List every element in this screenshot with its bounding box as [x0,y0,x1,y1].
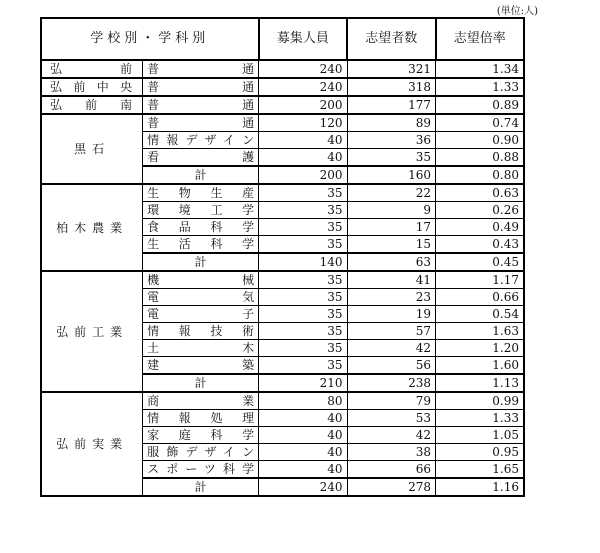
dept-name: 普通 [143,60,259,78]
table-row [41,60,524,78]
dept-name: 機械 [143,271,259,289]
total-ratio: 1.16 [436,478,525,496]
total-label: 計 [143,374,259,392]
table-body [41,60,524,496]
capacity-cell: 35 [259,219,347,236]
header-capacity: 募集人員 [259,18,347,60]
applicants-cell: 89 [347,114,435,132]
school-name: 弘前南 [41,96,143,114]
applicants-cell: 42 [347,427,435,444]
ratio-cell: 0.63 [436,184,525,202]
applicants-cell: 66 [347,461,435,479]
total-capacity: 140 [259,253,347,271]
capacity-cell: 35 [259,306,347,323]
ratio-cell: 1.63 [436,323,525,340]
applicants-cell: 36 [347,132,435,149]
capacity-cell: 35 [259,323,347,340]
applicants-cell: 19 [347,306,435,323]
capacity-cell: 35 [259,340,347,357]
applicants-cell: 15 [347,236,435,254]
ratio-cell: 1.65 [436,461,525,479]
ratio-cell: 1.05 [436,427,525,444]
dept-name: 電気 [143,289,259,306]
applicants-cell: 42 [347,340,435,357]
applicants-cell: 53 [347,410,435,427]
total-applicants: 278 [347,478,435,496]
dept-name: 普通 [143,114,259,132]
capacity-cell: 40 [259,427,347,444]
capacity-cell: 40 [259,149,347,167]
total-label: 計 [143,478,259,496]
school-name: 弘前実業 [41,392,143,496]
capacity-cell: 40 [259,132,347,149]
header-ratio: 志望倍率 [436,18,525,60]
table-row [41,78,524,96]
applicants-cell: 23 [347,289,435,306]
dept-name: 生活科学 [143,236,259,254]
applicants-cell: 17 [347,219,435,236]
ratio-cell: 0.54 [436,306,525,323]
total-label: 計 [143,166,259,184]
applicants-cell: 35 [347,149,435,167]
ratio-cell: 0.99 [436,392,525,410]
capacity-cell: 200 [259,96,347,114]
header-row [41,18,524,60]
total-ratio: 1.13 [436,374,525,392]
school-name: 弘前工業 [41,271,143,392]
applicants-cell: 321 [347,60,435,78]
applicants-cell: 57 [347,323,435,340]
capacity-cell: 35 [259,271,347,289]
school-name: 黒石 [41,114,143,184]
capacity-cell: 35 [259,357,347,375]
applicants-cell: 318 [347,78,435,96]
table-row [41,96,524,114]
header-school: 学校別・学科別 [41,18,259,60]
school-name: 弘前中央 [41,78,143,96]
applicants-table [40,17,525,497]
capacity-cell: 240 [259,60,347,78]
dept-name: 服飾デザイン [143,444,259,461]
ratio-cell: 0.49 [436,219,525,236]
school-name: 柏木農業 [41,184,143,271]
ratio-cell: 1.60 [436,357,525,375]
capacity-cell: 120 [259,114,347,132]
capacity-cell: 80 [259,392,347,410]
dept-name: 看護 [143,149,259,167]
capacity-cell: 35 [259,184,347,202]
dept-name: 食品科学 [143,219,259,236]
school-name: 弘前 [41,60,143,78]
dept-name: 電子 [143,306,259,323]
applicants-cell: 38 [347,444,435,461]
ratio-cell: 0.74 [436,114,525,132]
header-applicants: 志望者数 [347,18,435,60]
applicants-cell: 41 [347,271,435,289]
total-applicants: 160 [347,166,435,184]
dept-name: 環境工学 [143,202,259,219]
table-row [41,114,524,132]
capacity-cell: 35 [259,202,347,219]
dept-name: 普通 [143,78,259,96]
ratio-cell: 0.89 [436,96,525,114]
capacity-cell: 40 [259,444,347,461]
ratio-cell: 1.20 [436,340,525,357]
capacity-cell: 35 [259,289,347,306]
capacity-cell: 40 [259,461,347,479]
dept-name: 情報処理 [143,410,259,427]
ratio-cell: 0.95 [436,444,525,461]
total-capacity: 210 [259,374,347,392]
total-label: 計 [143,253,259,271]
ratio-cell: 0.26 [436,202,525,219]
ratio-cell: 0.90 [436,132,525,149]
total-applicants: 238 [347,374,435,392]
ratio-cell: 1.17 [436,271,525,289]
dept-name: 情報技術 [143,323,259,340]
total-capacity: 200 [259,166,347,184]
total-ratio: 0.80 [436,166,525,184]
applicants-cell: 9 [347,202,435,219]
total-applicants: 63 [347,253,435,271]
ratio-cell: 1.33 [436,410,525,427]
dept-name: 土木 [143,340,259,357]
table-row [41,392,524,410]
applicants-cell: 177 [347,96,435,114]
total-ratio: 0.45 [436,253,525,271]
ratio-cell: 0.88 [436,149,525,167]
table-row [41,271,524,289]
unit-note: (単位:人) [496,6,538,17]
dept-name: 情報デザイン [143,132,259,149]
ratio-cell: 1.34 [436,60,525,78]
capacity-cell: 40 [259,410,347,427]
capacity-cell: 240 [259,78,347,96]
dept-name: 家庭科学 [143,427,259,444]
ratio-cell: 0.66 [436,289,525,306]
capacity-cell: 35 [259,236,347,254]
dept-name: 普通 [143,96,259,114]
ratio-cell: 0.43 [436,236,525,254]
applicants-cell: 79 [347,392,435,410]
table-row [41,184,524,202]
applicants-cell: 56 [347,357,435,375]
dept-name: 商業 [143,392,259,410]
applicants-cell: 22 [347,184,435,202]
ratio-cell: 1.33 [436,78,525,96]
dept-name: 建築 [143,357,259,375]
dept-name: スポーツ科学 [143,461,259,479]
dept-name: 生物生産 [143,184,259,202]
total-capacity: 240 [259,478,347,496]
